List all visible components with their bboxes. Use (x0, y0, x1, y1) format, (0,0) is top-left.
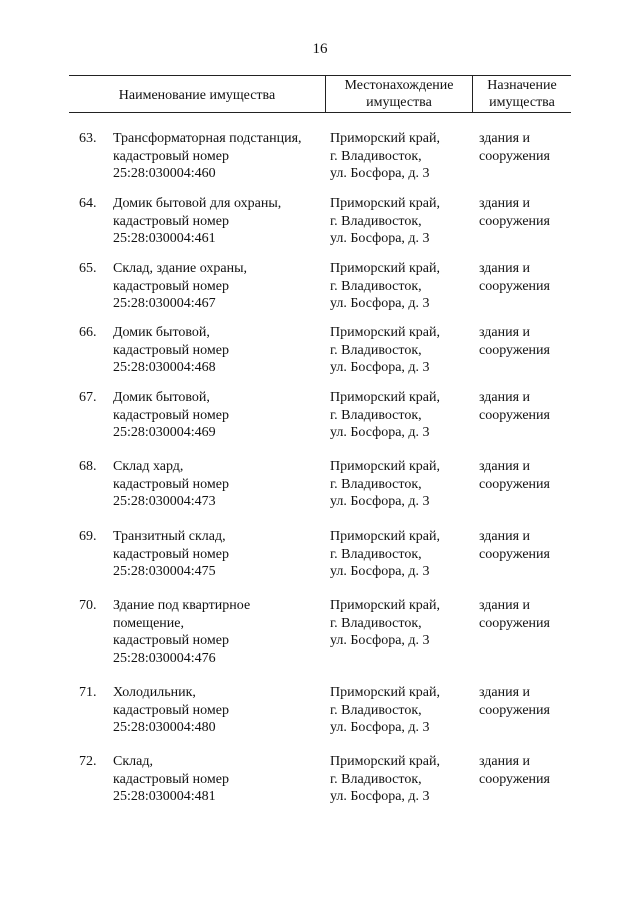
property-purpose-line: сооружения (479, 278, 550, 294)
property-name-line: кадастровый номер (113, 407, 229, 423)
property-purpose-line: здания и (479, 529, 531, 544)
header-top-rule (69, 75, 571, 76)
header-bottom-rule (69, 112, 571, 113)
property-name-line: Склад хард, (113, 459, 184, 474)
header-purpose: Назначение имущества (487, 78, 557, 110)
row-number: 71. (79, 685, 97, 700)
property-purpose (479, 260, 571, 295)
property-location-line: ул. Босфора, д. 3 (330, 633, 430, 648)
property-name-line: кадастровый номер (113, 633, 229, 648)
row-number: 64. (79, 196, 97, 211)
property-name (113, 389, 325, 442)
property-name-line: Домик бытовой, (113, 325, 210, 340)
property-location (330, 260, 480, 313)
property-purpose-line: сооружения (479, 213, 550, 229)
property-purpose (479, 753, 571, 788)
property-name-line: Здание под квартирное (113, 598, 251, 613)
property-location-line: Приморский край, (330, 685, 440, 700)
property-location (330, 597, 480, 650)
property-location (330, 753, 480, 806)
header-location: Местонахождение имущества (344, 78, 454, 110)
property-name-line: кадастровый номер (113, 148, 229, 164)
property-location-line: ул. Босфора, д. 3 (330, 494, 430, 509)
property-location-line: Приморский край, (330, 261, 440, 276)
property-location (330, 684, 480, 737)
property-purpose-line: сооружения (479, 615, 550, 631)
property-name (113, 597, 325, 667)
property-location (330, 130, 480, 183)
property-purpose-line: здания и (479, 685, 531, 700)
property-purpose (479, 684, 571, 719)
property-location-line: г. Владивосток, (330, 702, 422, 718)
property-name-line: Склад, здание охраны, (113, 261, 248, 276)
property-purpose (479, 389, 571, 424)
property-purpose-line: сооружения (479, 476, 550, 492)
property-purpose-line: сооружения (479, 407, 550, 423)
property-location-line: г. Владивосток, (330, 213, 422, 229)
property-location-line: Приморский край, (330, 131, 440, 146)
property-purpose-line: сооружения (479, 148, 550, 164)
property-location (330, 528, 480, 581)
property-location-line: Приморский край, (330, 459, 440, 474)
property-location-line: г. Владивосток, (330, 771, 422, 787)
property-name-line: кадастровый номер (113, 278, 229, 294)
page-number: 16 (312, 41, 328, 57)
property-location-line: г. Владивосток, (330, 148, 422, 164)
property-name-line: помещение, (113, 615, 184, 631)
property-name-line: кадастровый номер (113, 213, 229, 229)
property-location (330, 195, 480, 248)
property-location-line: Приморский край, (330, 529, 440, 544)
property-name-line: 25:28:030004:476 (113, 650, 216, 666)
property-location-line: г. Владивосток, (330, 407, 422, 423)
property-name (113, 753, 325, 806)
property-name-line: 25:28:030004:475 (113, 564, 216, 579)
row-number: 63. (79, 131, 97, 146)
property-location-line: Приморский край, (330, 325, 440, 340)
property-location-line: ул. Босфора, д. 3 (330, 166, 430, 181)
property-location-line: ул. Босфора, д. 3 (330, 789, 430, 804)
property-name (113, 195, 325, 248)
property-name-line: кадастровый номер (113, 342, 229, 358)
property-location (330, 324, 480, 377)
property-purpose (479, 130, 571, 165)
property-purpose-line: здания и (479, 325, 531, 340)
property-name-line: кадастровый номер (113, 702, 229, 718)
property-location-line: ул. Босфора, д. 3 (330, 720, 430, 735)
property-name-line: Транзитный склад, (113, 529, 226, 544)
property-purpose (479, 458, 571, 493)
property-name-line: 25:28:030004:480 (113, 720, 216, 735)
property-purpose-line: здания и (479, 459, 531, 474)
property-name-line: Трансформаторная подстанция, (113, 131, 302, 146)
property-location-line: Приморский край, (330, 754, 440, 769)
property-name-line: кадастровый номер (113, 546, 229, 562)
property-name-line: 25:28:030004:469 (113, 425, 216, 440)
property-purpose-line: сооружения (479, 771, 550, 787)
property-purpose-line: сооружения (479, 546, 550, 562)
property-location-line: ул. Босфора, д. 3 (330, 231, 430, 246)
property-name (113, 528, 325, 581)
row-number: 68. (79, 459, 97, 474)
property-location-line: Приморский край, (330, 390, 440, 405)
property-name-line: 25:28:030004:467 (113, 296, 216, 311)
property-purpose-line: здания и (479, 390, 531, 405)
property-name (113, 458, 325, 511)
property-purpose-line: здания и (479, 261, 531, 276)
property-name-line: Домик бытовой для охраны, (113, 196, 282, 211)
property-name-line: 25:28:030004:473 (113, 494, 216, 509)
property-location-line: г. Владивосток, (330, 615, 422, 631)
property-location-line: ул. Босфора, д. 3 (330, 564, 430, 579)
property-purpose-line: сооружения (479, 342, 550, 358)
row-number: 67. (79, 390, 97, 405)
header-name: Наименование имущества (118, 88, 276, 103)
property-purpose-line: здания и (479, 196, 531, 211)
property-name-line: 25:28:030004:468 (113, 360, 216, 375)
property-purpose-line: здания и (479, 754, 531, 769)
property-purpose-line: здания и (479, 598, 531, 613)
property-name-line: 25:28:030004:481 (113, 789, 216, 804)
property-location-line: г. Владивосток, (330, 342, 422, 358)
property-name-line: кадастровый номер (113, 476, 229, 492)
property-location-line: ул. Босфора, д. 3 (330, 296, 430, 311)
property-name (113, 684, 325, 737)
property-location-line: г. Владивосток, (330, 278, 422, 294)
property-name (113, 324, 325, 377)
property-purpose (479, 528, 571, 563)
property-location-line: ул. Босфора, д. 3 (330, 425, 430, 440)
property-location (330, 389, 480, 442)
property-purpose (479, 597, 571, 632)
property-name-line: Склад, (113, 754, 153, 769)
property-purpose (479, 324, 571, 359)
property-purpose (479, 195, 571, 230)
property-name (113, 130, 325, 183)
row-number: 70. (79, 598, 97, 613)
row-number: 66. (79, 325, 97, 340)
property-name-line: Домик бытовой, (113, 390, 210, 405)
property-location-line: ул. Босфора, д. 3 (330, 360, 430, 375)
property-location-line: Приморский край, (330, 196, 440, 211)
property-name-line: Холодильник, (113, 685, 196, 700)
property-location (330, 458, 480, 511)
property-location-line: г. Владивосток, (330, 476, 422, 492)
property-purpose-line: здания и (479, 131, 531, 146)
row-number: 72. (79, 754, 97, 769)
property-name (113, 260, 325, 313)
property-location-line: г. Владивосток, (330, 546, 422, 562)
property-name-line: 25:28:030004:461 (113, 231, 216, 246)
property-name-line: 25:28:030004:460 (113, 166, 216, 181)
property-location-line: Приморский край, (330, 598, 440, 613)
row-number: 69. (79, 529, 97, 544)
row-number: 65. (79, 261, 97, 276)
property-name-line: кадастровый номер (113, 771, 229, 787)
property-purpose-line: сооружения (479, 702, 550, 718)
